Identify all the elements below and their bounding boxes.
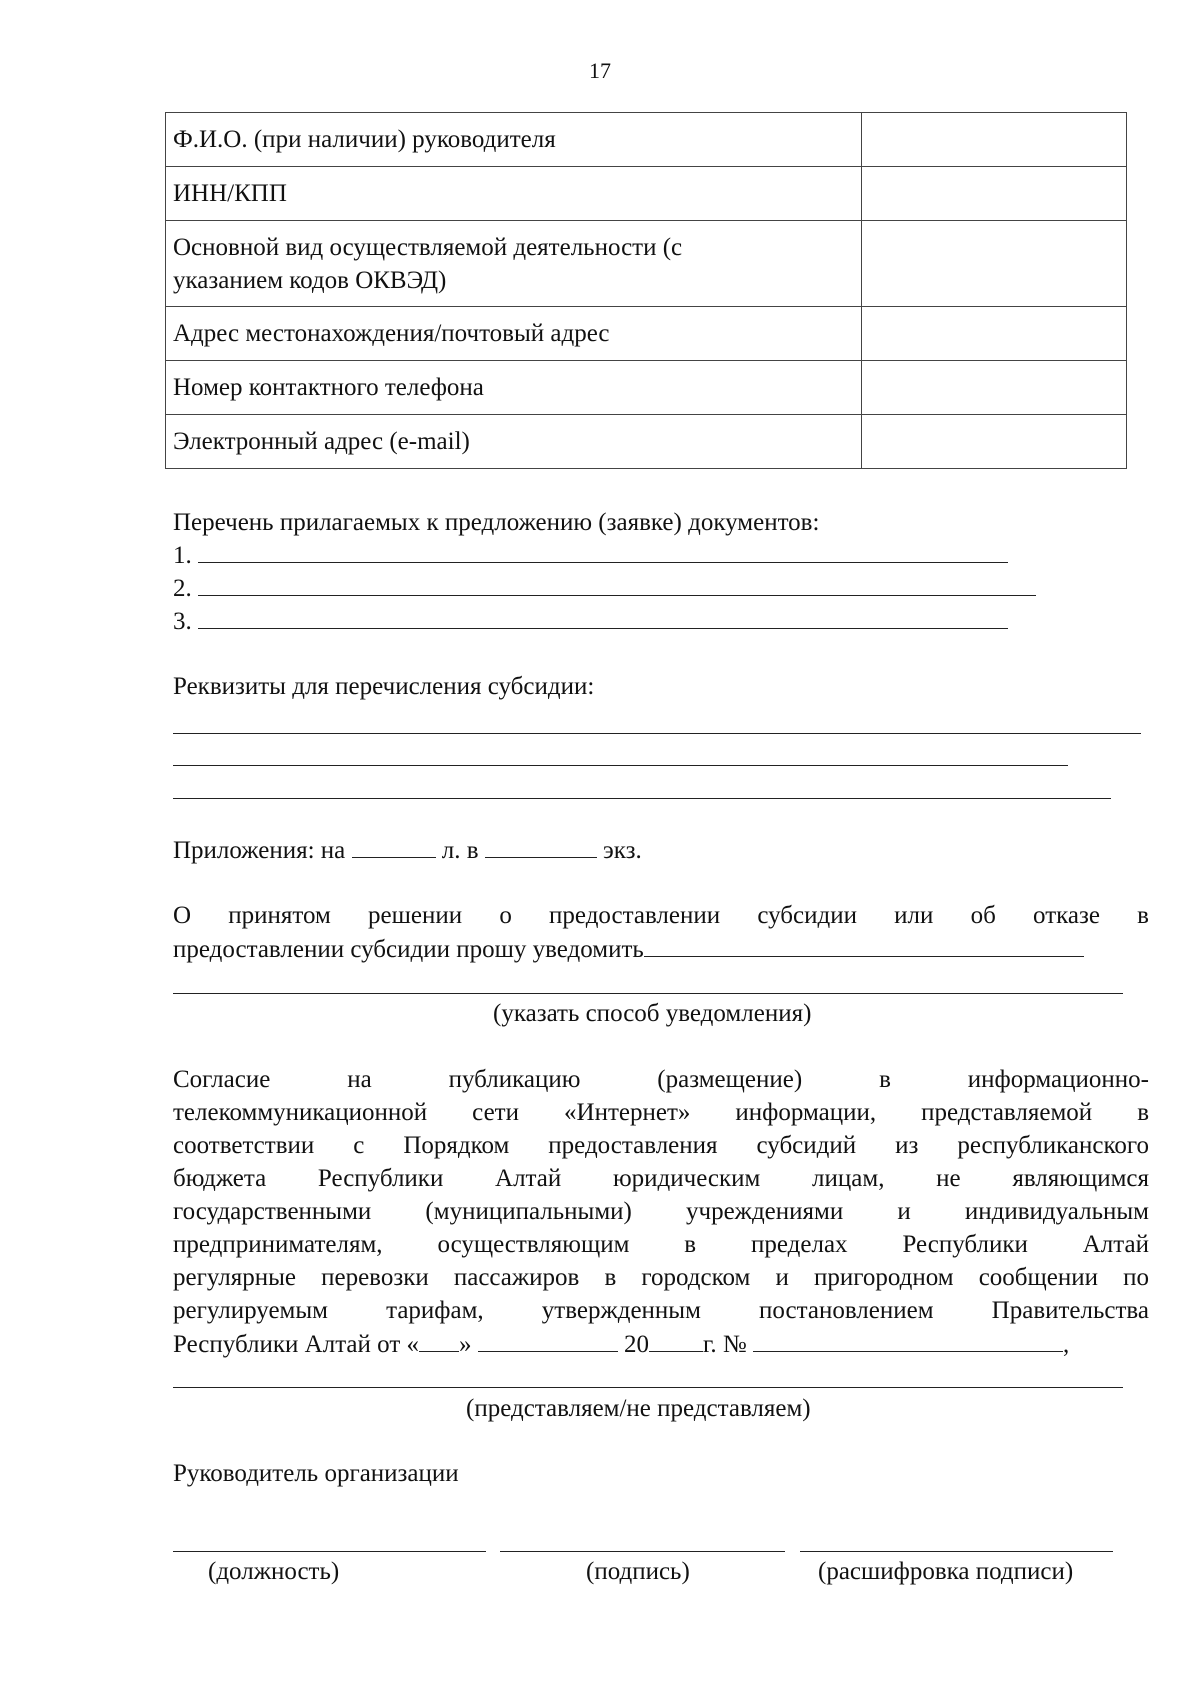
word: принятом xyxy=(228,902,331,929)
signature-sign-caption: (подпись) xyxy=(586,1558,690,1585)
consent-year-prefix: 20 xyxy=(624,1331,649,1358)
row-value-activity[interactable] xyxy=(862,221,1127,307)
row-value-email[interactable] xyxy=(862,415,1127,469)
table-row xyxy=(166,361,1127,415)
notification-text: предоставлении субсидии прошу уведомить xyxy=(173,936,644,963)
row-label-address: Адрес местонахождения/почтовый адрес xyxy=(166,307,862,361)
signature-decode-caption: (расшифровка подписи) xyxy=(818,1558,1074,1585)
consent-month-field[interactable] xyxy=(478,1327,618,1352)
document-item-3 xyxy=(173,604,1008,638)
word: в xyxy=(1137,902,1149,929)
requisites-line-2[interactable] xyxy=(173,765,1068,766)
consent-day-field[interactable] xyxy=(419,1327,459,1352)
consent-comma: , xyxy=(1063,1331,1070,1358)
attachments-suffix: экз. xyxy=(603,837,642,864)
requisites-heading: Реквизиты для перечисления субсидии: xyxy=(173,673,595,700)
word: решении xyxy=(368,902,463,929)
notification-method-field[interactable] xyxy=(644,932,1084,957)
organization-info-table xyxy=(165,112,1127,469)
consent-line-3: соответствии с Порядком предоставления субсидий из республиканского xyxy=(173,1132,1149,1159)
signature-position-line[interactable] xyxy=(173,1551,486,1552)
attachments-copies-field[interactable] xyxy=(485,833,597,858)
attachments-pages-field[interactable] xyxy=(352,833,436,858)
document-item-1-number: 1. xyxy=(173,542,192,569)
word: Согласие xyxy=(173,1066,271,1093)
signature-sign-line[interactable] xyxy=(500,1551,785,1552)
row-label-director: Ф.И.О. (при наличии) руководителя xyxy=(166,113,862,167)
table-row xyxy=(166,167,1127,221)
word: информационно- xyxy=(967,1066,1149,1093)
consent-line-6: предпринимателям, осуществляющим в пределах Республики Алтай xyxy=(173,1231,1149,1258)
consent-year-field[interactable] xyxy=(649,1327,703,1352)
word: на xyxy=(347,1066,372,1093)
row-value-inn-kpp[interactable] xyxy=(862,167,1127,221)
row-value-address[interactable] xyxy=(862,307,1127,361)
consent-date-prefix: Республики Алтай от « xyxy=(173,1331,419,1358)
word: предоставлении xyxy=(549,902,721,929)
consent-line-7: регулярные перевозки пассажиров в городском и пригородном сообщении по xyxy=(173,1264,1149,1291)
attachments-prefix: Приложения: на xyxy=(173,837,346,864)
word: публикацию xyxy=(448,1066,581,1093)
table-row xyxy=(166,415,1127,469)
document-item-1 xyxy=(173,538,1008,572)
notification-line-2 xyxy=(173,932,1084,966)
document-item-2-number: 2. xyxy=(173,575,192,602)
signature-heading: Руководитель организации xyxy=(173,1460,459,1487)
row-label-activity-line1: Основной вид осуществляемой деятельности (с xyxy=(173,233,683,261)
row-value-phone[interactable] xyxy=(862,361,1127,415)
signature-decode-line[interactable] xyxy=(800,1551,1113,1552)
row-label-phone: Номер контактного телефона xyxy=(166,361,862,415)
row-label-email: Электронный адрес (e-mail) xyxy=(166,415,862,469)
table-row xyxy=(166,113,1127,167)
word: (размещение) xyxy=(657,1066,803,1093)
word: или xyxy=(894,902,934,929)
consent-number-label: г. № xyxy=(703,1331,747,1358)
consent-quote-close: » xyxy=(459,1331,472,1358)
word: отказе xyxy=(1033,902,1100,929)
consent-line-8: регулируемым тарифам, утвержденным постановлением Правительства xyxy=(173,1297,1149,1324)
consent-line-9 xyxy=(173,1327,1069,1361)
notification-line-1 xyxy=(173,899,1149,932)
row-label-activity-line2: указанием кодов ОКВЭД) xyxy=(173,266,447,294)
word: в xyxy=(879,1066,891,1093)
consent-line-4: бюджета Республики Алтай юридическим лицам, не являющимся xyxy=(173,1165,1149,1192)
consent-number-field[interactable] xyxy=(753,1327,1063,1352)
notification-method-line[interactable] xyxy=(173,993,1123,994)
word: об xyxy=(970,902,996,929)
table-row xyxy=(166,221,1127,307)
consent-caption: (представляем/не представляем) xyxy=(466,1395,811,1422)
document-item-3-field[interactable] xyxy=(198,604,1008,629)
document-item-1-field[interactable] xyxy=(198,538,1008,563)
document-item-2 xyxy=(173,571,1036,605)
consent-line-2: телекоммуникационной сети «Интернет» информации, представляемой в xyxy=(173,1099,1149,1126)
word: субсидии xyxy=(757,902,857,929)
consent-line-1 xyxy=(173,1063,1149,1096)
attachments-line xyxy=(173,833,642,867)
requisites-line-3[interactable] xyxy=(173,798,1111,799)
requisites-line-1[interactable] xyxy=(173,733,1141,734)
row-label-activity xyxy=(166,221,862,307)
consent-line-5: государственными (муниципальными) учреждениями и индивидуальным xyxy=(173,1198,1149,1225)
row-value-director[interactable] xyxy=(862,113,1127,167)
page-number: 17 xyxy=(589,58,611,83)
attachments-mid: л. в xyxy=(441,837,479,864)
document-item-2-field[interactable] xyxy=(198,571,1036,596)
word: О xyxy=(173,902,192,929)
notification-caption: (указать способ уведомления) xyxy=(493,1000,812,1027)
signature-position-caption: (должность) xyxy=(208,1558,340,1585)
table-row xyxy=(166,307,1127,361)
word: о xyxy=(499,902,512,929)
document-item-3-number: 3. xyxy=(173,608,192,635)
documents-heading: Перечень прилагаемых к предложению (заявке) документов: xyxy=(173,509,820,536)
consent-choice-line[interactable] xyxy=(173,1387,1123,1388)
row-label-inn-kpp: ИНН/КПП xyxy=(166,167,862,221)
